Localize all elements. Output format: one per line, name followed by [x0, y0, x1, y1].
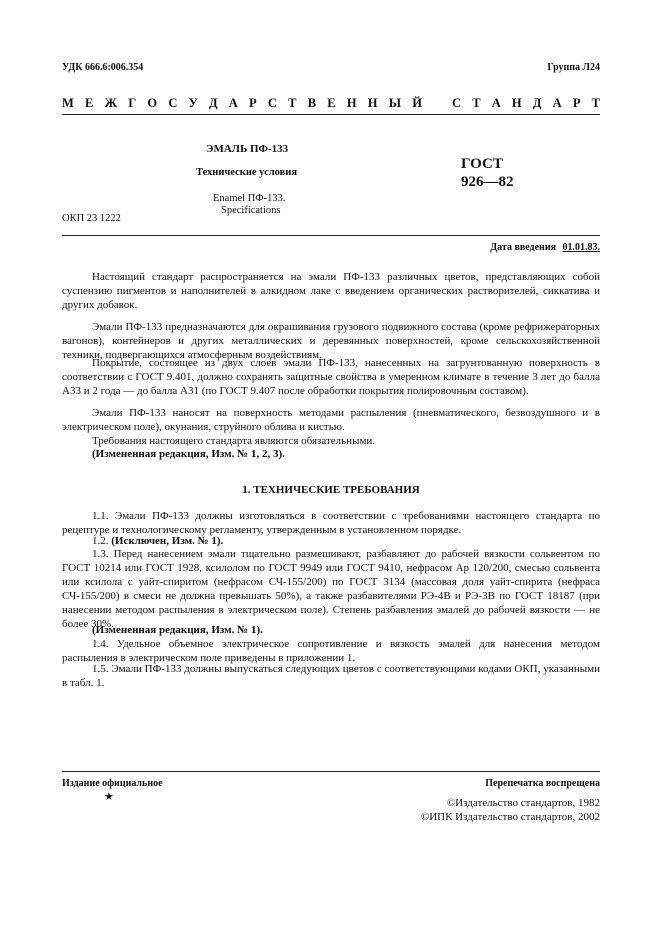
- okp-code: ОКП 23 1222: [62, 213, 121, 224]
- banner-letter: Р: [572, 96, 581, 110]
- clause-1-5: 1.5. Эмали ПФ-133 должны выпускаться следующих цветов с соответствующими кодами ОКП, указанными в табл. 1.: [62, 663, 600, 689]
- banner-letter: Ы: [388, 96, 402, 110]
- banner-rule: [62, 114, 600, 115]
- footer-rule: [62, 771, 600, 772]
- english-subtitle: Specifications: [221, 205, 281, 216]
- clause-1-2-text: (Исключен, Изм. № 1).: [111, 535, 224, 547]
- english-title: Enamel ПФ-133.: [213, 193, 286, 204]
- clause-1-2-number: 1.2.: [92, 535, 109, 547]
- copyright-1982: ©Издательство стандартов, 1982: [446, 797, 600, 809]
- intro-amendment: (Измененная редакция, Изм. № 1, 2, 3).: [92, 448, 285, 460]
- banner-letter: Г: [128, 96, 137, 110]
- intro-paragraph: Покрытие, состоящее из двух слоев эмали ПФ-133, нанесенных на загрунтованную поверхность в соответствии с ГОСТ 9.401, должно сохранять защитные свойства в умеренном климате в течение 3 лет до балла А33 и 2 года — до балла А31 (по ГОСТ 9.407 после обработки покрытия полировочным составом).: [62, 357, 600, 397]
- clause-1-2: [62, 534, 600, 548]
- star-icon: ★: [104, 791, 114, 803]
- banner-letter: Е: [327, 96, 336, 110]
- banner-letter: С: [267, 96, 277, 110]
- banner-letter: В: [307, 96, 317, 110]
- title-block-rule: [62, 235, 600, 236]
- group-code: Группа Л24: [547, 62, 600, 73]
- banner-letter: Н: [367, 96, 378, 110]
- banner-letter: М: [62, 96, 74, 110]
- introduction-date-label: Дата введения: [490, 242, 556, 253]
- banner-letter: А: [491, 96, 501, 110]
- clause-1-4: 1.4. Удельное объемное электрическое сопротивление и вязкость эмалей для нанесения методом распыления в электрическом поле приведены в приложении 1.: [62, 638, 600, 664]
- clause-1-3-amendment: (Измененная редакция, Изм. № 1).: [92, 624, 263, 636]
- copyright-2002: ©ИПК Издательство стандартов, 2002: [420, 811, 600, 823]
- banner-letter: Т: [591, 96, 600, 110]
- intro-paragraph: Настоящий стандарт распространяется на эмали ПФ-133 различных цветов, представляющих собой суспензию пигментов и наполнителей в алкидном лаке с введением органических растворителей, сиккатива и других добавок.: [62, 271, 600, 311]
- banner-letter: А: [552, 96, 562, 110]
- gost-label: ГОСТ: [461, 156, 503, 172]
- intro-paragraph: Эмали ПФ-133 наносят на поверхность методами распыления (пневматического, безвоздушного и в электрическом поле), окунания, струйного облива и кистью.: [62, 407, 600, 433]
- banner-letter: Ж: [104, 96, 117, 110]
- banner-letter: Т: [472, 96, 481, 110]
- banner-letter: Н: [346, 96, 357, 110]
- banner-letter: Т: [288, 96, 297, 110]
- banner-letter: Е: [85, 96, 94, 110]
- gost-number: 926—82: [461, 174, 514, 190]
- introduction-date-value: 01.01.83.: [562, 242, 600, 253]
- banner-letter: Н: [511, 96, 522, 110]
- banner-letter: Д: [208, 96, 218, 110]
- intro-paragraph: Эмали ПФ-133 предназначаются для окрашивания грузового подвижного состава (кроме рефрижераторных вагонов), контейнеров и других металлических и деревянных поверхностей, кроме сельскохозяйственной техники, подвергающихся атмосферным воздействиям.: [62, 321, 600, 361]
- banner-letter: Д: [532, 96, 542, 110]
- banner-letter: Р: [249, 96, 257, 110]
- section-heading: 1. ТЕХНИЧЕСКИЕ ТРЕБОВАНИЯ: [242, 484, 420, 496]
- banner-letter: С: [168, 96, 178, 110]
- reprint-prohibited: Перепечатка воспрещена: [485, 778, 600, 789]
- udk-code: УДК 666.6:006.354: [62, 62, 144, 73]
- banner-letter: У: [188, 96, 198, 110]
- banner-letter: О: [147, 96, 158, 110]
- interstate-standard-banner: [62, 96, 600, 111]
- clause-1-1: 1.1. Эмали ПФ-133 должны изготовляться в соответствии с требованиями настоящего стандарта по рецептуре и технологическому регламенту, утвержденным в установленном порядке.: [62, 510, 600, 536]
- document-subtitle: Технические условия: [196, 167, 298, 178]
- introduction-date: [490, 242, 600, 253]
- banner-letter: А: [228, 96, 238, 110]
- banner-letter: Й: [412, 96, 422, 110]
- banner-word-interstate: [62, 96, 422, 111]
- banner-word-standard: [452, 96, 600, 111]
- document-title: ЭМАЛЬ ПФ-133: [206, 143, 289, 155]
- official-edition: Издание официальное: [62, 778, 163, 789]
- banner-letter: С: [452, 96, 462, 110]
- intro-paragraph: Требования настоящего стандарта являются обязательными.: [92, 435, 376, 447]
- clause-1-3: 1.3. Перед нанесением эмали тщательно размешивают, разбавляют до рабочей вязкости сольвентом по ГОСТ 10214 или ГОСТ 1928, ксилолом по ГОСТ 9949 или ГОСТ 9410, нефрасом Ар 120/200, смесью сольвента или ксилола с уайт-спиритом (нефрасом СЧ-155/200) по ГОСТ 3134 (массовая доля уайт-спирита (нефраса СЧ-155/200) в смеси не должна превышать 50%), а также разбавителями РЭ-4В и РЭ-3В по ГОСТ 18187 (при нанесении методом распыления в электрическом поле). Степень разбавления эмалей до рабочей вязкости — не более 30%.: [62, 548, 600, 630]
